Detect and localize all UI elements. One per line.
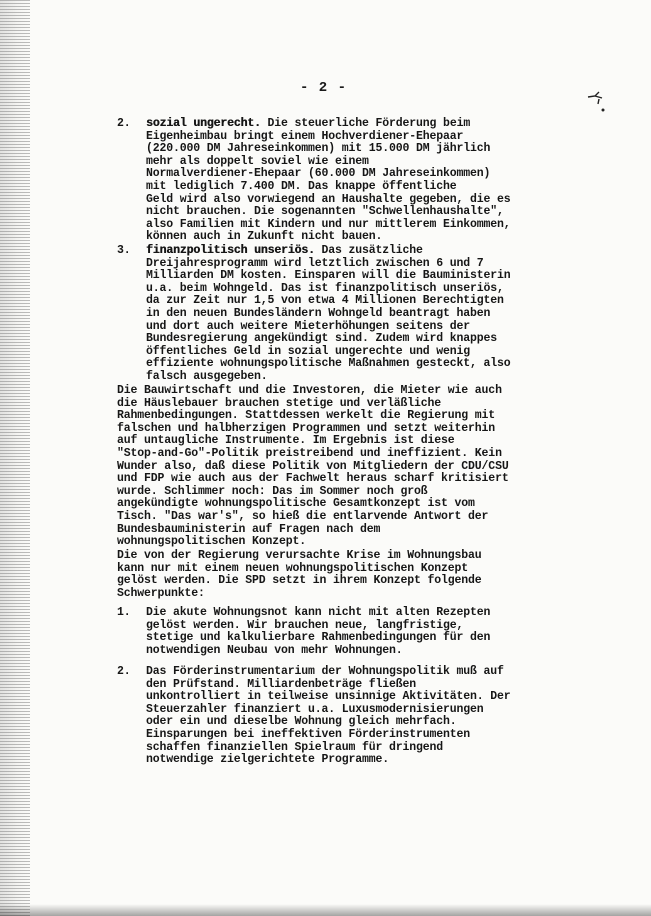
list-item-text: Das zusätzliche Dreijahresprogramm wird letztlich zwischen 6 und 7 Milliarden DM kosten. Einsparen will die Bauministerin u.a. beim Wohngeld. Das ist finanzpolitisch unseriös, da zur Zeit nur 1,5 von etwa 4 Millionen Berechtigten in den neuen Bundesländern Wohngeld beantragt haben und dort auch weitere Mieterhöhungen seitens der Bundesregierung angekündigt sind. Zudem wird knappes öffentliches Geld in sozial ungerechte und wenig effiziente wohnungspolitische Maßnahmen gesteckt, also falsch ausgegeben. bbox=[146, 244, 511, 383]
list-item-body bbox=[146, 245, 546, 384]
paragraph: Die von der Regierung verursachte Krise im Wohnungsbau kann nur mit einem neuen wohnungspolitischen Konzept gelöst werden. Die SPD setzt in ihrem Konzept folgende Schwerpunkte: bbox=[117, 549, 482, 600]
list-item-body: Die akute Wohnungsnot kann nicht mit alten Rezepten gelöst werden. Wir brauchen neue, langfristige, stetige und kalkulierbare Rahmenbedingungen für den notwendigen Neubau von mehr Wohnungen. bbox=[146, 606, 491, 657]
list-item-body: Das Förderinstrumentarium der Wohnungspolitik muß auf den Prüfstand. Milliardenbeträge fließen unkontrolliert in teilweise unsinnige Aktivitäten. Der Steuerzahler finanziert u.a. Luxusmodernisierungen oder ein und dieselbe Wohnung gleich mehrfach. Einsparungen bei ineffektiven Förderinstrumenten schaffen finanziellen Spielraum für dringend notwendige zielgerichtete Programme. bbox=[146, 665, 511, 767]
list-item-number: 1. bbox=[117, 606, 131, 619]
list-item-body bbox=[146, 118, 546, 244]
list-item-lead: finanzpolitisch unseriös. bbox=[146, 244, 315, 257]
list-item-number: 2. bbox=[117, 117, 131, 130]
list-item-lead: sozial ungerecht. bbox=[146, 117, 261, 130]
list-item-number: 2. bbox=[117, 665, 131, 678]
page-number: - 2 - bbox=[300, 80, 348, 96]
list-item-text: Die steuerliche Förderung beim Eigenheimbau bringt einem Hochverdiener-Ehepaar (220.000 DM Jahreseinkommen) mit 15.000 DM jährlich mehr als doppelt soviel wie einem Normalverdiener-Ehepaar (60.000 DM Jahreseinkommen) mit lediglich 7.400 DM. Das knappe öffentliche Geld wird also vorwiegend an Haushalte gegeben, die es nicht brauchen. Die sogenannten "Schwellenhaushalte", also Familien mit Kindern und nur mittlerem Einkommen, können auch in Zukunft nicht bauen. bbox=[146, 117, 511, 244]
list-item-number: 3. bbox=[117, 244, 131, 257]
scan-edge-shadow bbox=[0, 0, 30, 916]
margin-scribble-icon bbox=[586, 86, 608, 114]
scan-bottom-shadow bbox=[0, 904, 651, 916]
paragraph: Die Bauwirtschaft und die Investoren, die Mieter wie auch die Häuslebauer brauchen stetige und verläßliche Rahmenbedingungen. Stattdessen werkelt die Regierung mit falschen und halbherzigen Programmen und setzt weiterhin auf untaugliche Instrumente. Im Ergebnis ist diese "Stop-and-Go"-Politik preistreibend und ineffizient. Kein Wunder also, daß diese Politik von Mitgliedern der CDU/CSU und FDP wie auch aus der Fachwelt heraus scharf kritisiert wurde. Schlimmer noch: Das im Sommer noch groß angekündigte wohnungspolitische Gesamtkonzept ist vom Tisch. "Das war's", so hieß die entlarvende Antwort der Bundesbauministerin auf Fragen nach dem wohnungspolitischen Konzept. bbox=[117, 384, 509, 549]
